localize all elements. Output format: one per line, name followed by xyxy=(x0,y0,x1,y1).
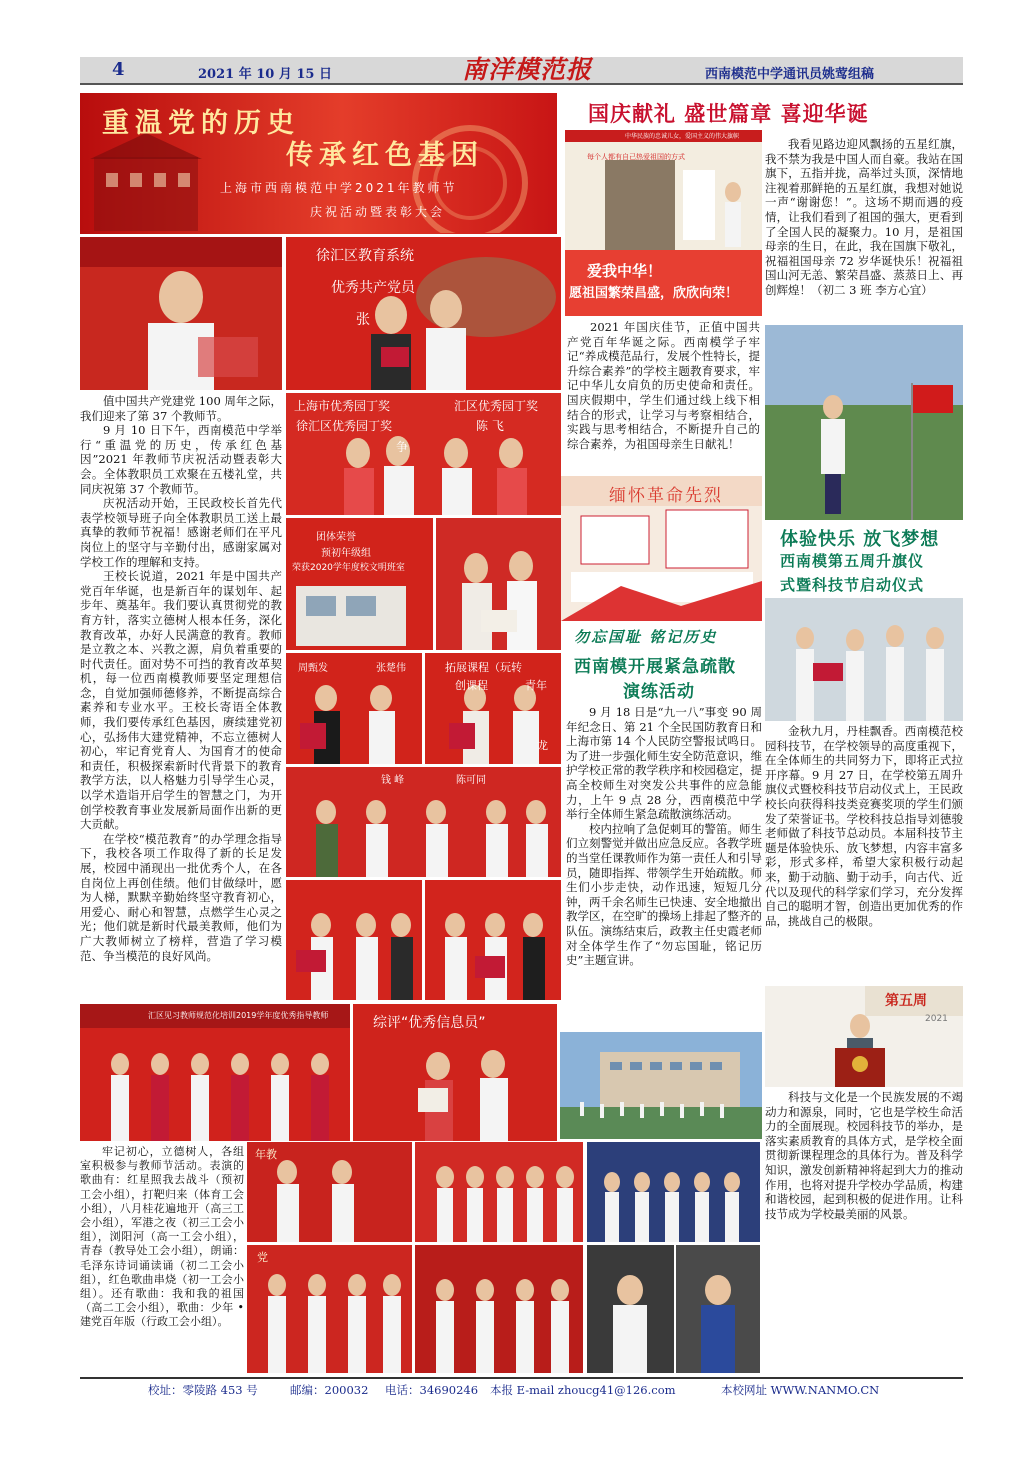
caption-dang: 党 xyxy=(257,1251,268,1264)
caption-info-officer: 综评“优秀信息员” xyxy=(373,1015,486,1031)
caption-xuhui-gardener: 徐汇区优秀园丁奖 xyxy=(296,419,393,433)
article2-title: 国庆献礼 盛世篇章 喜迎华诞 xyxy=(588,102,869,126)
caption-youth: 青年 xyxy=(525,679,547,692)
issue-date: 2021 年 10 月 15 日 xyxy=(198,67,332,82)
photo-principal-speech xyxy=(80,237,282,390)
martyrs-poster-title: 缅怀革命先烈 xyxy=(609,486,723,506)
article3-title-line3: 演练活动 xyxy=(623,682,695,702)
photo-gardener-award xyxy=(286,393,561,515)
caption-year-2021: 2021 xyxy=(925,1014,948,1024)
poster-slogan-2: 愿祖国繁荣昌盛，欣欣向荣！ xyxy=(569,286,739,301)
article4-paragraph: 科技与文化是一个民族发展的不竭动力和源泉，同时，它也是学校生命活力的全面展现。校园科技节的举办，是落实素质教育的具体方式，是学校全面贯彻新课程理念的具体行为。普及科学知识，激发创新精神将起到大力的推动作用，也将对提升学校办学品质，构建和谐校园，起到积极的促进作用。让科技节成为学校最美丽的风景。 xyxy=(765,1090,963,1221)
article3-paragraph: 9 月 18 日是“九一八”事变 90 周年纪念日、第 21 个全民国防教育日和上海市第 14 个人民防空警报试鸣日。为了进一步强化师生安全防范意识，维护学校正常的教学秩序和校园稳定，提高全校师生对突发公共事件的应急能力，上午 9 点 28 分，西南模范中学举行全体师生紧急疏散演练活动。 xyxy=(566,705,762,822)
footer-website[interactable]: 本校网址 WWW.NANMO.CN xyxy=(721,1383,880,1397)
article1-paragraph: 值中国共产党建党 100 周年之际，我们迎来了第 37 个教师节。 xyxy=(80,394,282,423)
caption-fifth-week: 第五周 xyxy=(885,993,927,1009)
photo-two-teachers xyxy=(436,518,561,650)
banner-title-1: 重温党的历史 xyxy=(102,108,300,139)
footer-rule xyxy=(80,1377,963,1379)
article1-body xyxy=(80,394,282,1002)
caption-course-2: 创课程 xyxy=(455,679,488,692)
photo-speech-podium xyxy=(765,986,963,1087)
caption-mentor: 汇区见习教师规范化培训2019学年度优秀指导教师 xyxy=(148,1011,329,1020)
photo-evacuation-drill xyxy=(560,1032,762,1139)
article1-paragraph: 牢记初心，立德树人，各组室积极参与教师节活动。表演的歌曲有：红星照我去战斗（预初工会小组），打靶归来（体育工会小组），八月桂花遍地开（高三工会小组），军港之夜（初三工会小组），浏阳河（高一工会小组），青春（教导处工会小组），朗诵：毛泽东诗词诵读诵（初二工会小组），红色歌曲串烧（初一工会小组）。还有歌曲：我和我的祖国（高二工会小组），歌曲：少年 • 建党百年版（行政工会小组）。 xyxy=(80,1145,244,1329)
caption-party-member: 优秀共产党员 xyxy=(331,280,415,296)
article4-body-end xyxy=(765,1090,963,1377)
caption-zhang-chu: 张楚伟 xyxy=(376,663,406,674)
article4-title-line3: 式暨科技节启动仪式 xyxy=(780,576,925,594)
article3-title-line1: 勿忘国耻 铭记历史 xyxy=(574,628,718,646)
photo-certificate-award xyxy=(765,598,963,721)
photo-performance-6 xyxy=(587,1245,674,1373)
article2-paragraph: 2021 年国庆佳节，正值中国共产党百年华诞之际。西南模学子牢记“养成模范品行，发展个性特长，提升综合素养”的学校主题教育要求，牢记中华儿女肩负的历史使命和责任。国庆假期中，学生们通过线上线下相结合的形式，让学习与考察相结合，实践与思考相结合，不断提升自己的综合素养，为祖国母亲生日献礼！ xyxy=(567,320,760,451)
article1-paragraph: 9 月 10 日下午，西南模范中学举行“重温党的历史，传承红色基因”2021 年教师节庆祝活动暨表彰大会。全体教职员工欢聚在五楼礼堂，共同庆祝第 37 个教师节。 xyxy=(80,423,282,496)
national-day-poster xyxy=(565,130,762,316)
photo-performance-2 xyxy=(415,1142,583,1242)
photo-award-zhou xyxy=(286,653,422,764)
article3-body xyxy=(566,705,762,1028)
photo-flowers-2 xyxy=(425,880,561,1000)
article3-paragraph: 校内拉响了急促刺耳的警笛。师生们立刻警觉并做出应急反应。各教学班的当堂任课教师作为第一责任人和引导员，随即指挥、带领学生开始疏散。师生们小步走快，动作迅速，短短几分钟，两千余名师生已快速、安全地撤出教学区，在空旷的操场上排起了整齐的队伍。演练结束后，政教主任史霞老师对全体学生作了“勿忘国耻，铭记历史”主题宣讲。 xyxy=(566,821,762,968)
photo-performance-5 xyxy=(415,1245,583,1373)
caption-team-honor: 团体荣誉 xyxy=(316,532,356,543)
caption-preschool-group: 预初年级组 xyxy=(321,548,371,559)
photo-team-honor xyxy=(286,518,433,650)
caption-year-teach: 年教 xyxy=(255,1148,277,1161)
article4-paragraph: 金秋九月，丹桂飘香。西南模范校园科技节，在学校领导的高度重视下，在全体师生的共同努力下，即将正式拉开序幕。9 月 27 日，在学校第五周升旗仪式暨校科技节启动仪式上，王民政校长向获得科技类竞赛奖项的学生们颁发了荣誉证书。学校科技总指导刘德骏老师做了科技节总动员。本届科技节主题是体验快乐、放飞梦想，内容丰富多彩，形式多样，希望大家积极行动起来，勤于动脑、勤于动手，向古代、近代以及现代的科学家们学习，充分发挥自己的聪明才智，创造出更加优秀的作品，挑战自己的极限。 xyxy=(765,724,963,928)
photo-mentor-award xyxy=(80,1004,350,1141)
photo-performance-7 xyxy=(676,1245,760,1373)
article1-paragraph: 庆祝活动开始，王民政校长首先代表学校领导班子向全体教职员工送上最真挚的教师节祝福！感谢老师们在平凡岗位上的坚守与辛勤付出，感谢家属对学校工作的理解和支持。 xyxy=(80,496,282,569)
photo-flowers-1 xyxy=(286,880,422,1000)
school-building-icon xyxy=(86,127,206,231)
poster-top-caption: 中华民族的忠诚儿女，爱国主义的伟大旗帜 xyxy=(625,133,740,140)
article2-paragraph: 我看见路边迎风飘扬的五星红旗，我不禁为我是中国人而自豪。我站在国旗下，五指并拢，高举过头顶，深情地注视着那鲜艳的五星红旗，我想对她说一声“谢谢您！”。这场不期而遇的疫情，让我们看到了祖国的强大，更看到了全国人民的凝聚力。10 月，是祖国母亲的生日，在此，我在国旗下敬礼，祝福祖国母亲 72 岁华诞快乐！祝福祖国山河无恙、繁荣昌盛、蒸蒸日上、再创辉煌！（初二 3 班 李方心宜） xyxy=(765,137,963,297)
page-number: 4 xyxy=(112,59,125,80)
article4-title-line1: 体验快乐 放飞梦想 xyxy=(780,529,940,550)
caption-zhou: 周甄发 xyxy=(298,663,328,674)
footer-address: 校址：零陵路 453 号 xyxy=(148,1383,258,1397)
banner-subtitle-1: 上海市西南模范中学2021年教师节 xyxy=(220,181,458,195)
article2-body xyxy=(567,320,760,470)
caption-shanghai-gardener: 上海市优秀园丁奖 xyxy=(294,399,391,413)
photo-excellent-party-member xyxy=(286,237,561,390)
banner-title-2: 传承红色基因 xyxy=(286,140,484,171)
teachers-day-banner xyxy=(80,93,557,234)
photo-performance-3 xyxy=(587,1142,760,1242)
article2-student-essay xyxy=(765,137,963,323)
caption-course: 拓展课程（玩转 xyxy=(445,661,522,674)
byline: 西南模范中学通讯员姚莺组稿 xyxy=(705,67,875,82)
article4-body xyxy=(765,724,963,984)
article1-body-end xyxy=(80,1145,244,1373)
caption-name-chen: 陈 飞 xyxy=(476,419,504,433)
caption-long: 龙 xyxy=(537,739,548,752)
caption-name-zhang: 张 xyxy=(356,312,370,328)
caption-zheng: 争 xyxy=(396,440,409,454)
caption-xuhui-gardener-2: 汇区优秀园丁奖 xyxy=(454,399,539,413)
martyrs-poster xyxy=(561,476,762,621)
photo-performance-4 xyxy=(247,1245,412,1373)
caption-chen-ke: 陈可同 xyxy=(456,775,486,786)
photo-student-salute xyxy=(765,325,963,520)
article4-title-line2: 西南模第五周升旗仪 xyxy=(780,552,925,570)
banner-subtitle-2: 庆祝活动暨表彰大会 xyxy=(310,205,446,219)
article1-paragraph: 王校长说道，2021 年是中国共产党百年华诞，也是新百年的谋划年、起步年、奠基年。我们要认真贯彻党的教育方针，落实立德树人根本任务，深化教育改革，办好人民满意的教育。教师是立教之本、兴教之源，肩负着重要的时代责任。面对势不可挡的教育改革契机，每一位西南模教师要坚定理想信念，自觉加强师德修养，不断提高综合素养和专业水平。王校长寄语全体教师，我们要传承红色基因，赓续建党初心，弘扬伟大建党精神，不忘立德树人初心，牢记育党育人、为国育才的使命和责任，积极探索新时代背景下的教育教学方法，以人格魅力引导学生心灵，以学术造诣开启学生的智慧之门，为开创学校教育事业发展新局面作出新的更大贡献。 xyxy=(80,569,282,832)
poster-small-caption: 每个人都有自己热爱祖国的方式 xyxy=(587,153,685,161)
masthead: 南洋模范报 xyxy=(462,55,593,84)
photo-info-officer xyxy=(353,1004,557,1141)
footer-phone: 电话：34690246 xyxy=(385,1383,479,1397)
photo-course-award xyxy=(425,653,561,764)
footer-email[interactable]: 本报 E-mail zhoucg41@126.com xyxy=(490,1383,676,1397)
caption-district-edu: 徐汇区教育系统 xyxy=(316,248,414,264)
footer-postcode: 邮编：200032 xyxy=(290,1383,369,1397)
caption-qian: 钱 峰 xyxy=(381,775,405,786)
photo-group-award xyxy=(286,767,561,877)
poster-slogan-1: 爱我中华！ xyxy=(587,262,663,280)
caption-civilized-room: 荣获2020学年度校文明班室 xyxy=(292,563,405,573)
article1-paragraph: 在学校“模范教育”的办学理念指导下，我校各项工作取得了新的长足发展，校园中涌现出一批优秀个人，在各自岗位上再创佳绩。他们甘做绿叶，愿为人梯，默默辛勤始终坚守教育初心，用爱心、耐心和智慧，点燃学生心灵之光；他们就是新时代最美教师，他们为广大教师树立了榜样，营造了学习模范、争当模范的良好风尚。 xyxy=(80,831,282,963)
photo-performance-1 xyxy=(247,1142,412,1242)
article3-title-line2: 西南模开展紧急疏散 xyxy=(574,657,736,677)
